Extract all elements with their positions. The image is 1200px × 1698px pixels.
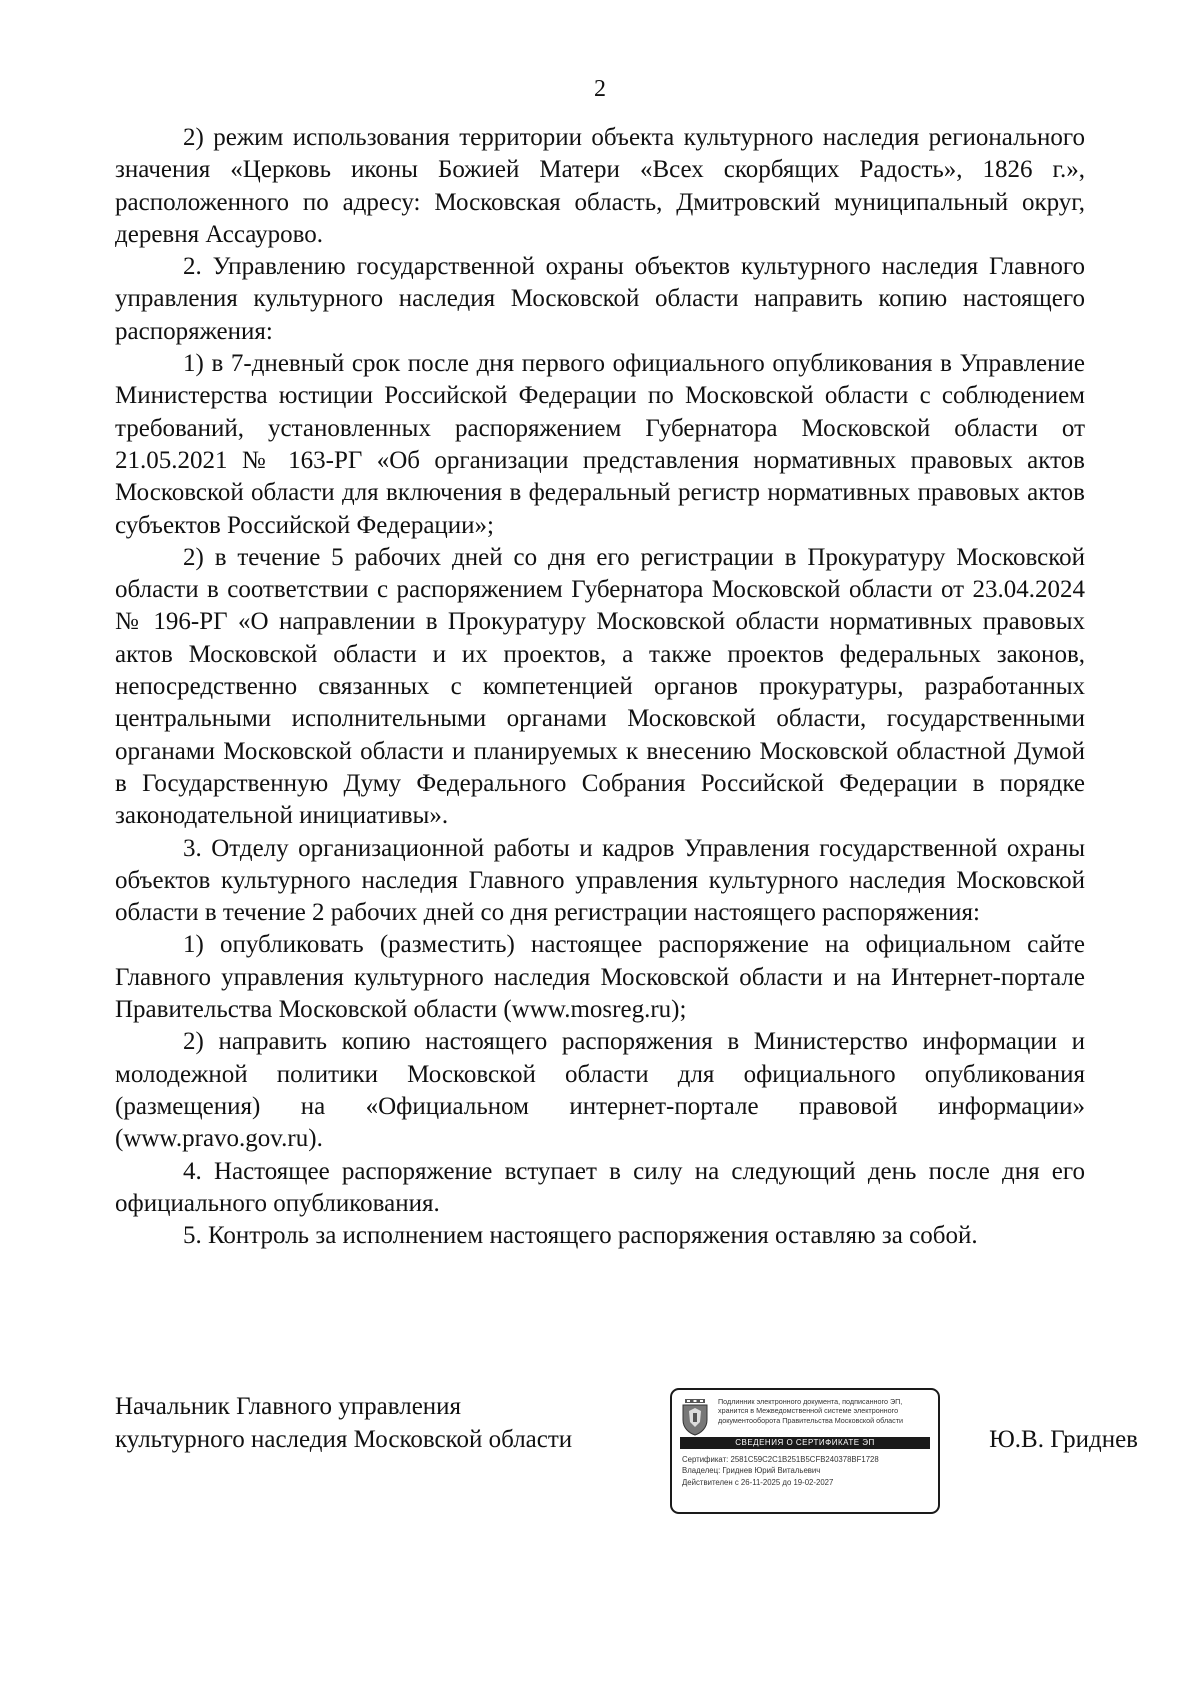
signatory-position-line-1: Начальник Главного управления [115,1393,462,1420]
paragraph-section-2: 2. Управлению государственной охраны объектов культурного наследия Главного управления культурного наследия Московской области направить копию настоящего распоряжения: [115,253,1085,345]
signature-block [115,1390,1138,1530]
paragraph-item-2-territory-regime: 2) режим использования территории объекта культурного наследия регионального значения «Церковь иконы Божией Матери «Всех скорбящих Радость», 1826 г.», расположенного по адресу: Московская область, Дмитровский муниципальный округ, деревня Ассаурово. [115,124,1085,248]
paragraph-section-5: 5. Контроль за исполнением настоящего распоряжения оставляю за собой. [183,1222,978,1250]
electronic-signature-stamp [670,1388,940,1514]
paragraph-section-2-item-2: 2) в течение 5 рабочих дней со дня его регистрации в Прокуратуру Московской области в соответствии с распоряжением Губернатора Московской области от 23.04.2024 № 196-РГ «О направлении в Прокуратуру Московской области нормативных правовых актов Московской области и их проектов, а также проектов федеральных законов, непосредственно связанных с компетенцией органов прокуратуры, разработанных центральными исполнительными органами Московской области, государственными органами Московской области и планируемых к внесению Московской областной Думой в Государственную Думу Федерального Собрания Российской Федерации в порядке законодательной инициативы». [115,543,1085,830]
stamp-note-line-3: документооборота Правительства Московской области [718,1415,904,1425]
paragraph-section-3-item-1: 1) опубликовать (разместить) настоящее распоряжение на официальном сайте Главного управления культурного наследия Московской области и на Интернет-портале Правительства Московской области (www.mosreg.ru); [115,931,1085,1024]
certificate-details [682,1454,879,1488]
page-number: 2 [594,76,606,102]
stamp-note-line-2: хранится в Межведомственной системе электронного [718,1406,899,1416]
signatory-name: Ю.В. Гриднев [989,1426,1138,1453]
paragraph-section-3: 3. Отделу организационной работы и кадров Управления государственной охраны объектов культурного наследия Главного управления культурного наследия Московской области в течение 2 рабочих дней со дня регистрации настоящего распоряжения: [115,834,1085,927]
certificate-number: Сертификат: 2581C59C2C1B251B5CFB240378BF1728 [682,1455,879,1464]
signatory-position [115,1390,572,1456]
paragraph-section-4: 4. Настоящее распоряжение вступает в силу на следующий день после дня его официального опубликования. [115,1157,1085,1217]
stamp-header: СВЕДЕНИЯ О СЕРТИФИКАТЕ ЭП [680,1437,930,1449]
paragraph-section-3-item-2: 2) направить копию настоящего распоряжения в Министерство информации и молодежной политики Московской области для официального опубликования (размещения) на «Официальном интернет-портале правовой информации» (www.pravo.gov.ru). [115,1028,1085,1153]
coat-of-arms-icon [680,1398,710,1436]
certificate-owner: Владелец: Гриднев Юрий Витальевич [682,1466,821,1476]
paragraph-section-2-item-1: 1) в 7-дневный срок после дня первого официального опубликования в Управление Министерства юстиции Российской Федерации по Московской области с соблюдением требований, установленных распоряжением Губернатора Московской области от 21.05.2021 № 163-РГ «Об организации представления нормативных правовых актов Московской области для включения в федеральный регистр нормативных правовых актов субъектов Российской Федерации»; [115,350,1085,539]
stamp-note-line-1: Подлинник электронного документа, подписанного ЭП, [718,1397,903,1406]
document-body [115,122,1085,1252]
certificate-validity: Действителен с 26-11-2025 до 19-02-2027 [682,1477,834,1487]
stamp-note [718,1397,934,1425]
signatory-position-line-2: культурного наследия Московской области [115,1426,573,1453]
